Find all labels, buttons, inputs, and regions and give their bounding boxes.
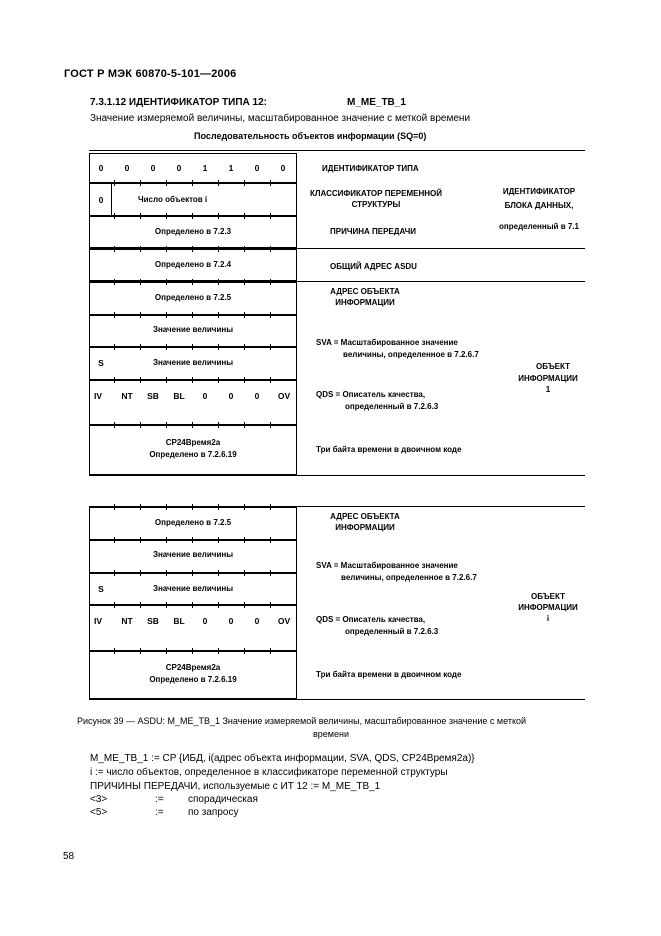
object-label: ОБЪЕКТ <box>536 362 570 371</box>
bit-tick <box>114 377 115 383</box>
bit-tick <box>218 537 219 543</box>
bit-tick <box>140 602 141 608</box>
qds-bit: NT <box>121 616 133 626</box>
bit-tick <box>166 279 167 285</box>
bit-tick <box>270 312 271 318</box>
common-addr-label: ОБЩИЙ АДРЕС ASDU <box>330 262 417 271</box>
qds-bit: IV <box>93 391 103 401</box>
qds-bit: 0 <box>202 391 208 401</box>
bit-tick <box>218 246 219 252</box>
dui-defined: определенный в 7.1 <box>499 222 579 231</box>
qds-bit: BL <box>173 616 185 626</box>
figure-caption-line2: времени <box>313 729 349 739</box>
sign-bit: S <box>98 584 104 594</box>
bit-tick <box>270 537 271 543</box>
value-label: Значение величины <box>152 550 234 559</box>
bit-tick <box>114 537 115 543</box>
time-name: CP24Время2а <box>165 663 221 672</box>
bit-tick <box>192 602 193 608</box>
value-label: Значение величины <box>152 584 234 593</box>
bit-tick <box>166 537 167 543</box>
bit-value: 0 <box>98 163 104 173</box>
qds-box <box>89 605 297 651</box>
bit-tick <box>166 344 167 350</box>
cause-code: <5> <box>90 807 108 818</box>
time-name: CP24Время2а <box>165 438 221 447</box>
qds-bit: NT <box>121 391 133 401</box>
var-struct-label: КЛАССИФИКАТОР ПЕРЕМЕННОЙ СТРУКТУРЫ <box>310 189 442 209</box>
diagram-divider <box>89 475 585 476</box>
bit-tick <box>218 648 219 654</box>
bit-tick <box>140 312 141 318</box>
bit-tick <box>218 377 219 383</box>
bit-tick <box>192 537 193 543</box>
ioa-label: АДРЕС ОБЪЕКТА ИНФОРМАЦИИ <box>330 512 400 532</box>
object-label-2: ИНФОРМАЦИИ <box>518 603 578 612</box>
bit-tick <box>140 570 141 576</box>
bit-tick <box>140 279 141 285</box>
diagram-caption-top: Последовательность объектов информации (SQ=0) <box>194 131 427 141</box>
section-title: 7.3.1.12 ИДЕНТИФИКАТОР ТИПА 12: <box>90 97 267 108</box>
bit-tick <box>244 246 245 252</box>
bit-tick <box>140 504 141 510</box>
qds-box <box>89 380 297 425</box>
definition-line: i := число объектов, определенное в классификаторе переменной структуры <box>90 767 448 778</box>
ioa-label: АДРЕС ОБЪЕКТА ИНФОРМАЦИИ <box>330 287 400 307</box>
bit-tick <box>192 279 193 285</box>
bit-tick <box>270 570 271 576</box>
bit-tick <box>114 213 115 219</box>
bit-tick <box>114 180 115 186</box>
sva-text-2: величины, определенное в 7.2.6.7 <box>341 573 477 582</box>
cot-defined: Определено в 7.2.3 <box>154 227 232 236</box>
ioa-defined: Определено в 7.2.5 <box>154 293 232 302</box>
bit-tick <box>166 377 167 383</box>
bit-tick <box>166 246 167 252</box>
qds-bit: 0 <box>202 616 208 626</box>
bit-tick <box>140 344 141 350</box>
bit-tick <box>140 246 141 252</box>
sva-text: SVA = Масштабированное значение <box>316 561 458 570</box>
bit-tick <box>114 246 115 252</box>
bit-tick <box>270 246 271 252</box>
qds-text-2: определенный в 7.2.6.3 <box>345 627 439 636</box>
bit-tick <box>244 279 245 285</box>
qds-bit: 0 <box>228 391 234 401</box>
cause-desc: спорадическая <box>188 794 258 805</box>
bit-tick <box>114 422 115 428</box>
qds-bit: IV <box>93 616 103 626</box>
bit-tick <box>218 344 219 350</box>
ioa-defined: Определено в 7.2.5 <box>154 518 232 527</box>
common-addr-defined: Определено в 7.2.4 <box>154 260 232 269</box>
bit-tick <box>244 180 245 186</box>
cause-code: <3> <box>90 794 108 805</box>
time-label: Три байта времени в двоичном коде <box>316 445 462 454</box>
bit-tick <box>270 279 271 285</box>
definition-line: M_ME_TB_1 := CP {ИБД, i(адрес объекта информации, SVA, QDS, CP24Время2а)} <box>90 753 475 764</box>
bit-tick <box>114 279 115 285</box>
bit-tick <box>140 537 141 543</box>
qds-bit: OV <box>277 616 291 626</box>
bit-tick <box>192 180 193 186</box>
bit-value: 0 <box>254 163 260 173</box>
bit-tick <box>244 537 245 543</box>
bit-tick <box>270 504 271 510</box>
diagram-bottom-line <box>89 699 585 700</box>
bit-tick <box>114 570 115 576</box>
cot-label: ПРИЧИНА ПЕРЕДАЧИ <box>330 227 416 236</box>
bit-tick <box>244 213 245 219</box>
qds-bit: SB <box>147 616 159 626</box>
cause-desc: по запросу <box>188 807 239 818</box>
bit-tick <box>244 570 245 576</box>
time-defined: Определено в 7.2.6.19 <box>149 450 237 459</box>
bit-tick <box>192 246 193 252</box>
bit-tick <box>114 344 115 350</box>
qds-text: QDS = Описатель качества, <box>316 390 426 399</box>
bit-tick <box>166 648 167 654</box>
bit-tick <box>114 602 115 608</box>
object-label: ОБЪЕКТ <box>531 592 565 601</box>
definition-line: ПРИЧИНЫ ПЕРЕДАЧИ, используемые с ИТ 12 := M_ME_TB_1 <box>90 781 381 792</box>
cause-op: := <box>155 794 164 805</box>
type-id-label: ИДЕНТИФИКАТОР ТИПА <box>322 164 419 173</box>
value-label: Значение величины <box>152 358 234 367</box>
bit-tick <box>192 344 193 350</box>
num-objects-label: Число объектов i <box>138 195 208 204</box>
value-label: Значение величины <box>152 325 234 334</box>
bit-tick <box>114 504 115 510</box>
sva-text: SVA = Масштабированное значение <box>316 338 458 347</box>
diagram-top-line <box>89 150 585 151</box>
sq-bit: 0 <box>98 195 104 205</box>
bit-value: 0 <box>150 163 156 173</box>
bit-tick <box>270 213 271 219</box>
qds-bit: SB <box>147 391 159 401</box>
bit-tick <box>140 422 141 428</box>
bit-tick <box>244 344 245 350</box>
qds-bit: 0 <box>228 616 234 626</box>
bit-tick <box>270 422 271 428</box>
bit-tick <box>114 312 115 318</box>
sva-text-2: величины, определенное в 7.2.6.7 <box>343 350 479 359</box>
sign-bit: S <box>98 358 104 368</box>
bit-tick <box>244 422 245 428</box>
time-defined: Определено в 7.2.6.19 <box>149 675 237 684</box>
sq-bit-divider <box>111 183 112 216</box>
type-id-box <box>89 153 297 183</box>
time-label: Три байта времени в двоичном коде <box>316 670 462 679</box>
bit-tick <box>166 570 167 576</box>
section-type-code: M_ME_TB_1 <box>347 97 406 108</box>
bit-tick <box>218 213 219 219</box>
bit-tick <box>244 377 245 383</box>
section-subtitle: Значение измеряемой величины, масштабированное значение с меткой времени <box>90 113 471 124</box>
qds-bit: OV <box>277 391 291 401</box>
bit-value: 1 <box>202 163 208 173</box>
bit-tick <box>140 180 141 186</box>
bit-tick <box>166 213 167 219</box>
figure-caption: Рисунок 39 — ASDU: M_ME_TB_1 Значение измеряемой величины, масштабированное значение с меткой <box>77 716 527 726</box>
object-index: i <box>546 614 550 623</box>
bit-tick <box>218 422 219 428</box>
qds-bit: 0 <box>254 616 260 626</box>
bit-tick <box>218 570 219 576</box>
cause-op: := <box>155 807 164 818</box>
document-header: ГОСТ Р МЭК 60870-5-101—2006 <box>64 68 237 80</box>
bit-tick <box>270 648 271 654</box>
qds-text-2: определенный в 7.2.6.3 <box>345 402 439 411</box>
bit-tick <box>270 602 271 608</box>
bit-tick <box>114 648 115 654</box>
bit-tick <box>140 377 141 383</box>
object-index: 1 <box>545 385 551 394</box>
bit-tick <box>244 602 245 608</box>
bit-tick <box>270 377 271 383</box>
bit-value: 0 <box>124 163 130 173</box>
bit-tick <box>192 570 193 576</box>
bit-tick <box>140 213 141 219</box>
dui-label: ИДЕНТИФИКАТОР БЛОКА ДАННЫХ, <box>502 187 576 210</box>
bit-tick <box>270 180 271 186</box>
bit-tick <box>192 213 193 219</box>
bit-tick <box>218 279 219 285</box>
bit-tick <box>166 180 167 186</box>
bit-tick <box>244 504 245 510</box>
bit-tick <box>218 312 219 318</box>
qds-bit: 0 <box>254 391 260 401</box>
bit-tick <box>140 648 141 654</box>
bit-tick <box>192 312 193 318</box>
bit-value: 1 <box>228 163 234 173</box>
bit-tick <box>192 504 193 510</box>
bit-value: 0 <box>280 163 286 173</box>
bit-tick <box>166 504 167 510</box>
bit-tick <box>218 602 219 608</box>
bit-tick <box>244 648 245 654</box>
bit-tick <box>244 312 245 318</box>
object-label-2: ИНФОРМАЦИИ <box>518 374 578 383</box>
bit-tick <box>192 422 193 428</box>
bit-tick <box>192 648 193 654</box>
bit-tick <box>166 312 167 318</box>
page-number: 58 <box>63 851 75 862</box>
bit-tick <box>218 180 219 186</box>
bit-tick <box>218 504 219 510</box>
bit-tick <box>166 422 167 428</box>
bit-tick <box>192 377 193 383</box>
bit-value: 0 <box>176 163 182 173</box>
qds-bit: BL <box>173 391 185 401</box>
bit-tick <box>270 344 271 350</box>
bit-tick <box>166 602 167 608</box>
qds-text: QDS = Описатель качества, <box>316 615 426 624</box>
